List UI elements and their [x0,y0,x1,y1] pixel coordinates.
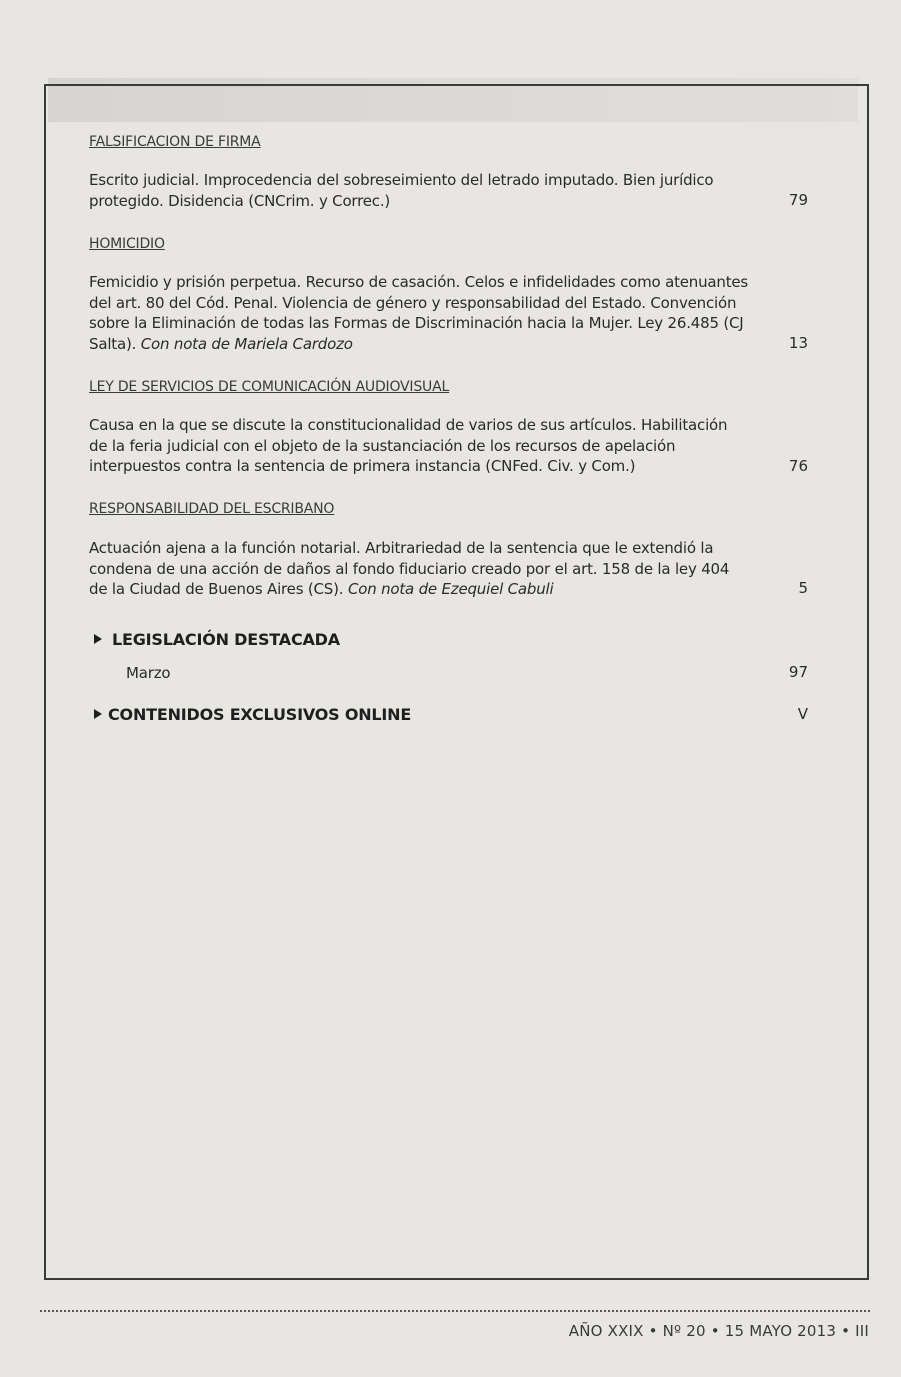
entry-note: Con nota de Ezequiel Cabuli [347,580,554,598]
page-number-escribano: 5 [798,579,808,597]
section-heading-ley-servicios: LEY DE SERVICIOS DE COMUNICACIÓN AUDIOVISUAL [89,379,450,395]
entry-text: Actuación ajena a la función notarial. Arbitrariedad de la sentencia que le extendió la condena de una acción de daños al fondo fiduciario creado por el art. 158 de la ley 404 de la Ciudad de Buenos Aires (CS). [89,539,730,598]
entry-homicidio [89,272,749,354]
entry-ley-servicios [89,415,749,477]
page-number-ley-servicios: 76 [788,457,808,475]
footer-divider [40,1310,870,1312]
page-number-legislacion: 97 [788,663,808,681]
contenidos-heading [94,705,411,724]
entry-falsificacion [89,170,749,211]
entry-note: Con nota de Mariela Cardozo [140,334,353,353]
entry-text: Escrito judicial. Improcedencia del sobreseimiento del letrado imputado. Bien jurídico protegido. Disidencia (CNCrim. y Correc.) [89,171,714,210]
entry-text: Femicidio y prisión perpetua. Recurso de casación. Celos e infidelidades como atenuantes del art. 80 del Cód. Penal. Violencia de género y responsabilidad del Estado. Convención sobre la Eliminación de todas las Formas de Discriminación hacia la Mujer. Ley 26.485 (CJ Salta). [89,273,749,353]
page-number-homicidio: 13 [788,334,808,352]
section-heading-homicidio: HOMICIDIO [89,236,165,252]
entry-escribano [89,538,749,600]
legislacion-heading-label: LEGISLACIÓN DESTACADA [112,630,340,649]
page-number-contenidos: V [797,705,808,723]
legislacion-item: Marzo [126,664,171,682]
section-heading-escribano: RESPONSABILIDAD DEL ESCRIBANO [89,501,335,517]
entry-text: Causa en la que se discute la constitucionalidad de varios de sus artículos. Habilitación de la feria judicial con el objeto de la sustanciación de los recursos de apelación interpuestos contra la sentencia de primera instancia (CNFed. Civ. y Com.) [89,416,728,475]
page-number-falsificacion: 79 [788,191,808,209]
footer-issue-info: AÑO XXIX • Nº 20 • 15 MAYO 2013 • III [568,1322,869,1340]
section-heading-falsificacion: FALSIFICACION DE FIRMA [89,134,261,150]
legislacion-heading [94,630,340,649]
contenidos-heading-label: CONTENIDOS EXCLUSIVOS ONLINE [108,705,412,724]
triangle-bullet-icon [94,709,102,719]
triangle-bullet-icon [94,634,102,644]
